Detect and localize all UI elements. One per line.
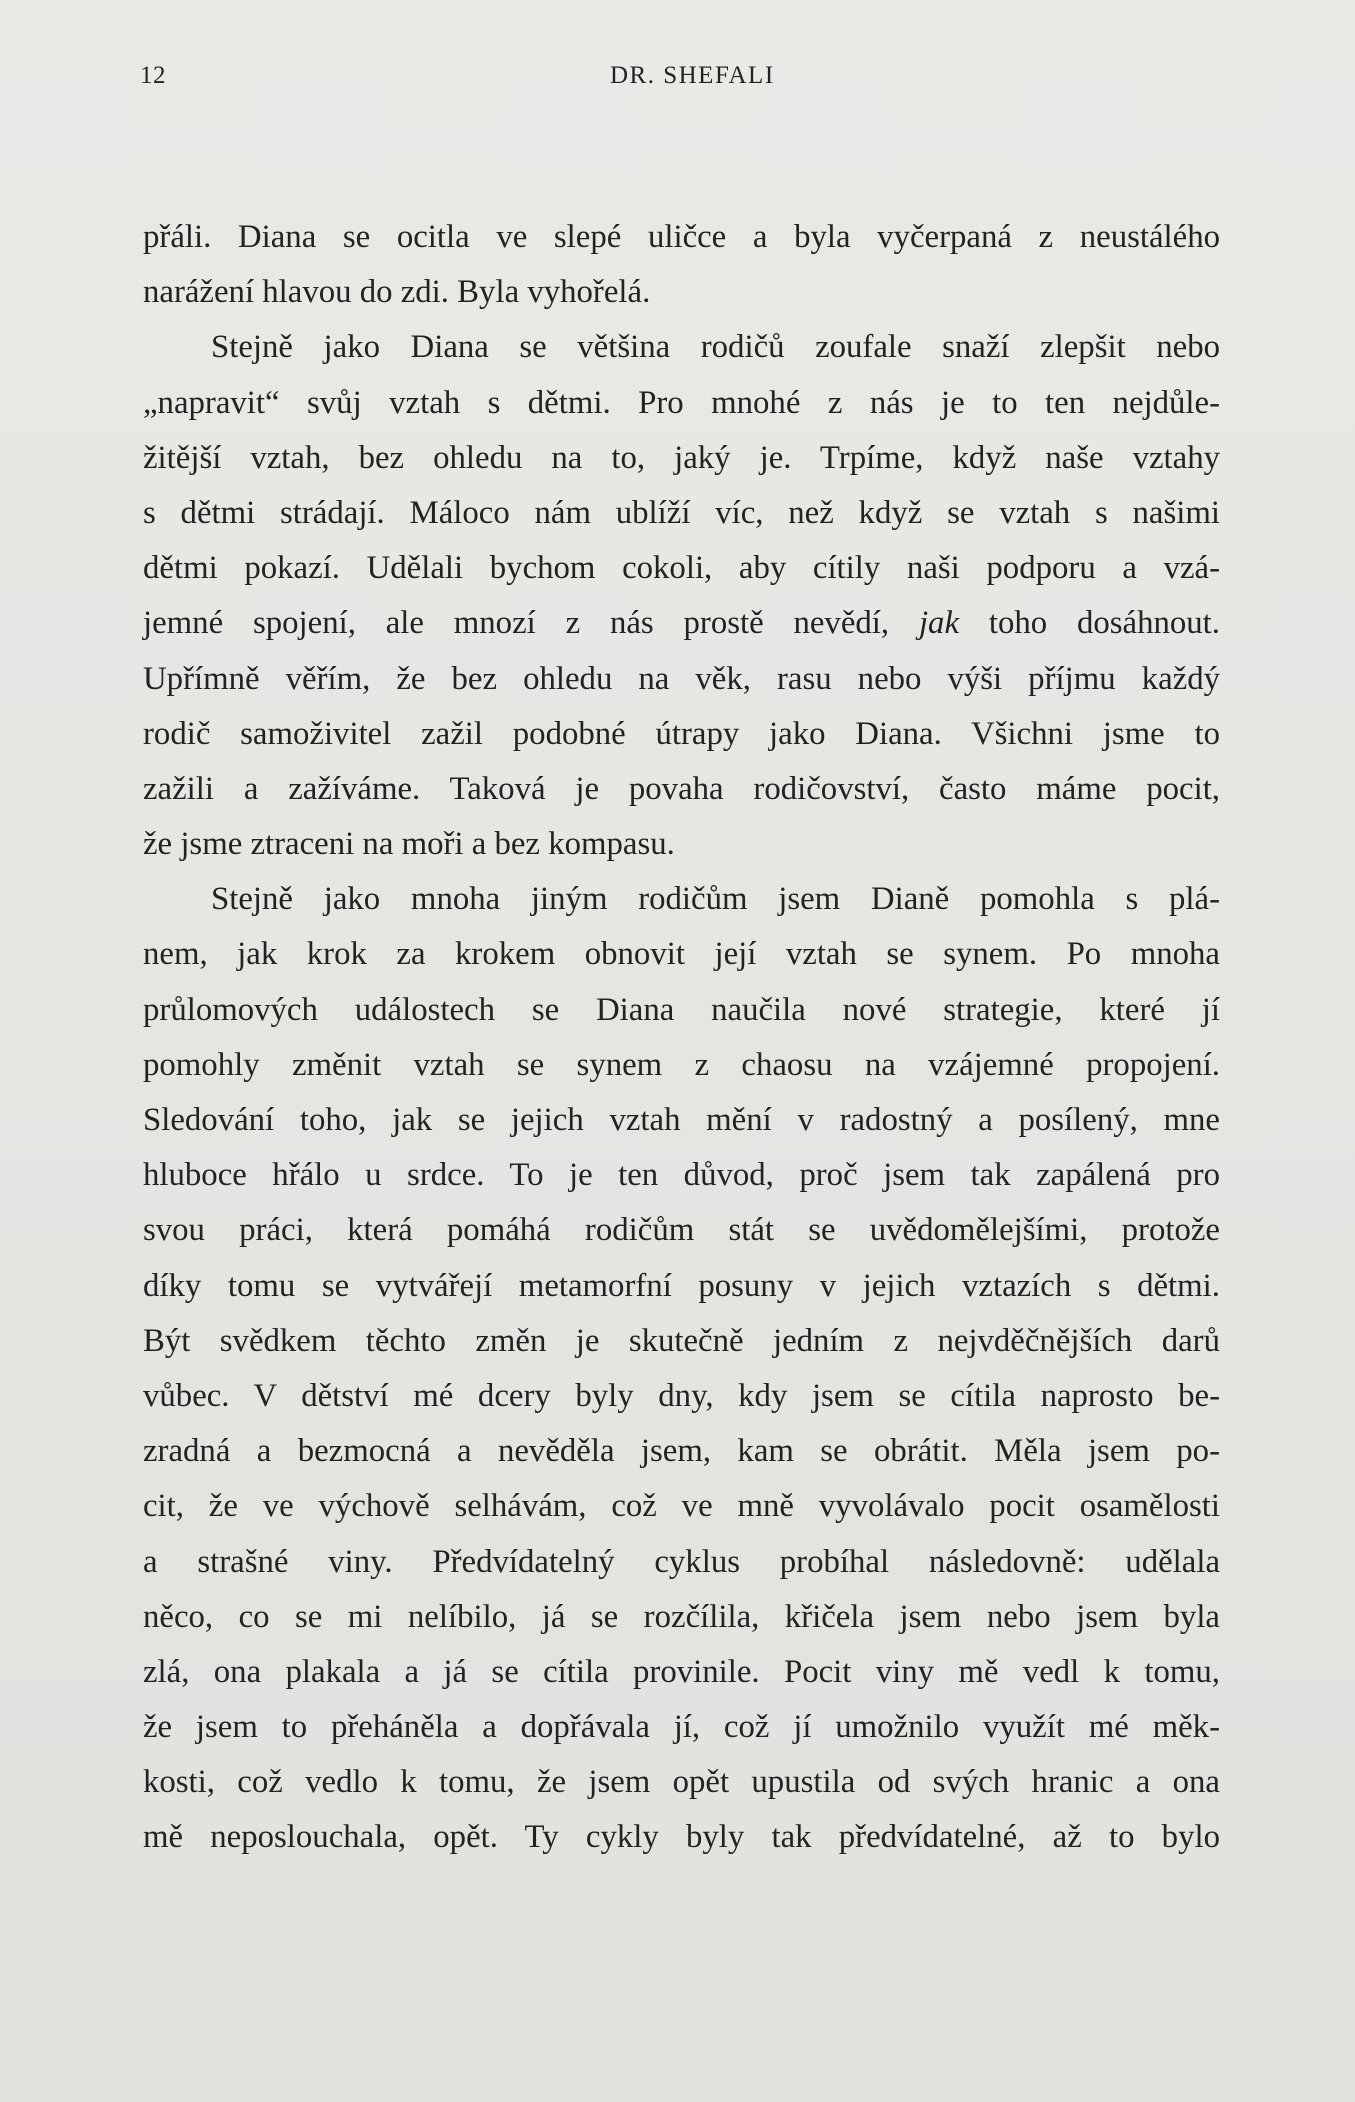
running-head	[140, 62, 1215, 102]
text-line: a strašné viny. Předvídatelný cyklus probíhal následovně: udělala	[143, 1543, 1220, 1580]
text-line: žitější vztah, bez ohledu na to, jaký je. Trpíme, když naše vztahy	[143, 439, 1220, 476]
text-line: Být svědkem těchto změn je skutečně jedním z nejvděčnějších darů	[143, 1322, 1220, 1359]
text-line: Stejně jako Diana se většina rodičů zoufale snaží zlepšit nebo	[211, 329, 1220, 366]
emphasis-word: jak	[918, 605, 960, 642]
text-line: průlomových událostech se Diana naučila nové strategie, které jí	[143, 991, 1220, 1028]
text-line: díky tomu se vytvářejí metamorfní posuny v jejich vztazích s dětmi.	[143, 1267, 1220, 1304]
text-line: přáli. Diana se ocitla ve slepé uličce a byla vyčerpaná z neustálého	[143, 219, 1220, 255]
text-line: dětmi pokazí. Udělali bychom cokoli, aby cítily naši podporu a vzá-	[143, 550, 1220, 587]
text-line: zlá, ona plakala a já se cítila provinile. Pocit viny mě vedl k tomu,	[143, 1653, 1220, 1690]
text-line: cit, že ve výchově selhávám, což ve mně vyvolávalo pocit osamělosti	[143, 1488, 1220, 1525]
text-line: „napravit“ svůj vztah s dětmi. Pro mnohé z nás je to ten nejdůle-	[143, 384, 1220, 421]
text-line: že jsme ztraceni na moři a bez kompasu.	[143, 826, 675, 863]
text-line: že jsem to přeháněla a dopřávala jí, což jí umožnilo využít mé měk-	[143, 1709, 1220, 1746]
text-line: vůbec. V dětství mé dcery byly dny, kdy jsem se cítila naprosto be-	[143, 1377, 1220, 1414]
text-line: zradná a bezmocná a nevěděla jsem, kam se obrátit. Měla jsem po-	[143, 1433, 1220, 1470]
text-line: svou práci, která pomáhá rodičům stát se uvědomělejšími, protože	[143, 1212, 1220, 1249]
text-line: Upřímně věřím, že bez ohledu na věk, rasu nebo výši příjmu každý	[143, 660, 1220, 697]
text-line: narážení hlavou do zdi. Byla vyhořelá.	[143, 274, 651, 311]
text-line: mě neposlouchala, opět. Ty cykly byly tak předvídatelné, až to bylo	[143, 1819, 1220, 1856]
text-line: rodič samoživitel zažil podobné útrapy jako Diana. Všichni jsme to	[143, 715, 1220, 752]
text-line: nem, jak krok za krokem obnovit její vztah se synem. Po mnoha	[143, 936, 1220, 973]
text-line	[143, 596, 1220, 651]
text-line: s dětmi strádají. Máloco nám ublíží víc, než když se vztah s našimi	[143, 494, 1220, 531]
text-line: Stejně jako mnoha jiným rodičům jsem Dianě pomohla s plá-	[211, 881, 1220, 918]
page-number: 12	[140, 62, 166, 89]
text-line: hluboce hřálo u srdce. To je ten důvod, proč jsem tak zapálená pro	[143, 1157, 1220, 1194]
body-text	[143, 210, 1220, 1866]
text-line: zažili a zažíváme. Taková je povaha rodičovství, často máme pocit,	[143, 770, 1220, 807]
text-line: něco, co se mi nelíbilo, já se rozčílila, křičela jsem nebo jsem byla	[143, 1598, 1220, 1635]
text-line-start: jemné spojení, ale mnozí z nás prostě nevědí,	[143, 605, 919, 642]
running-title: DR. SHEFALI	[610, 62, 775, 89]
text-line: kosti, což vedlo k tomu, že jsem opět upustila od svých hranic a ona	[143, 1764, 1220, 1801]
text-line: pomohly změnit vztah se synem z chaosu na vzájemné propojení.	[143, 1046, 1220, 1083]
text-line-end: toho dosáhnout.	[959, 605, 1220, 642]
text-line: Sledování toho, jak se jejich vztah mění v radostný a posílený, mne	[143, 1102, 1220, 1138]
